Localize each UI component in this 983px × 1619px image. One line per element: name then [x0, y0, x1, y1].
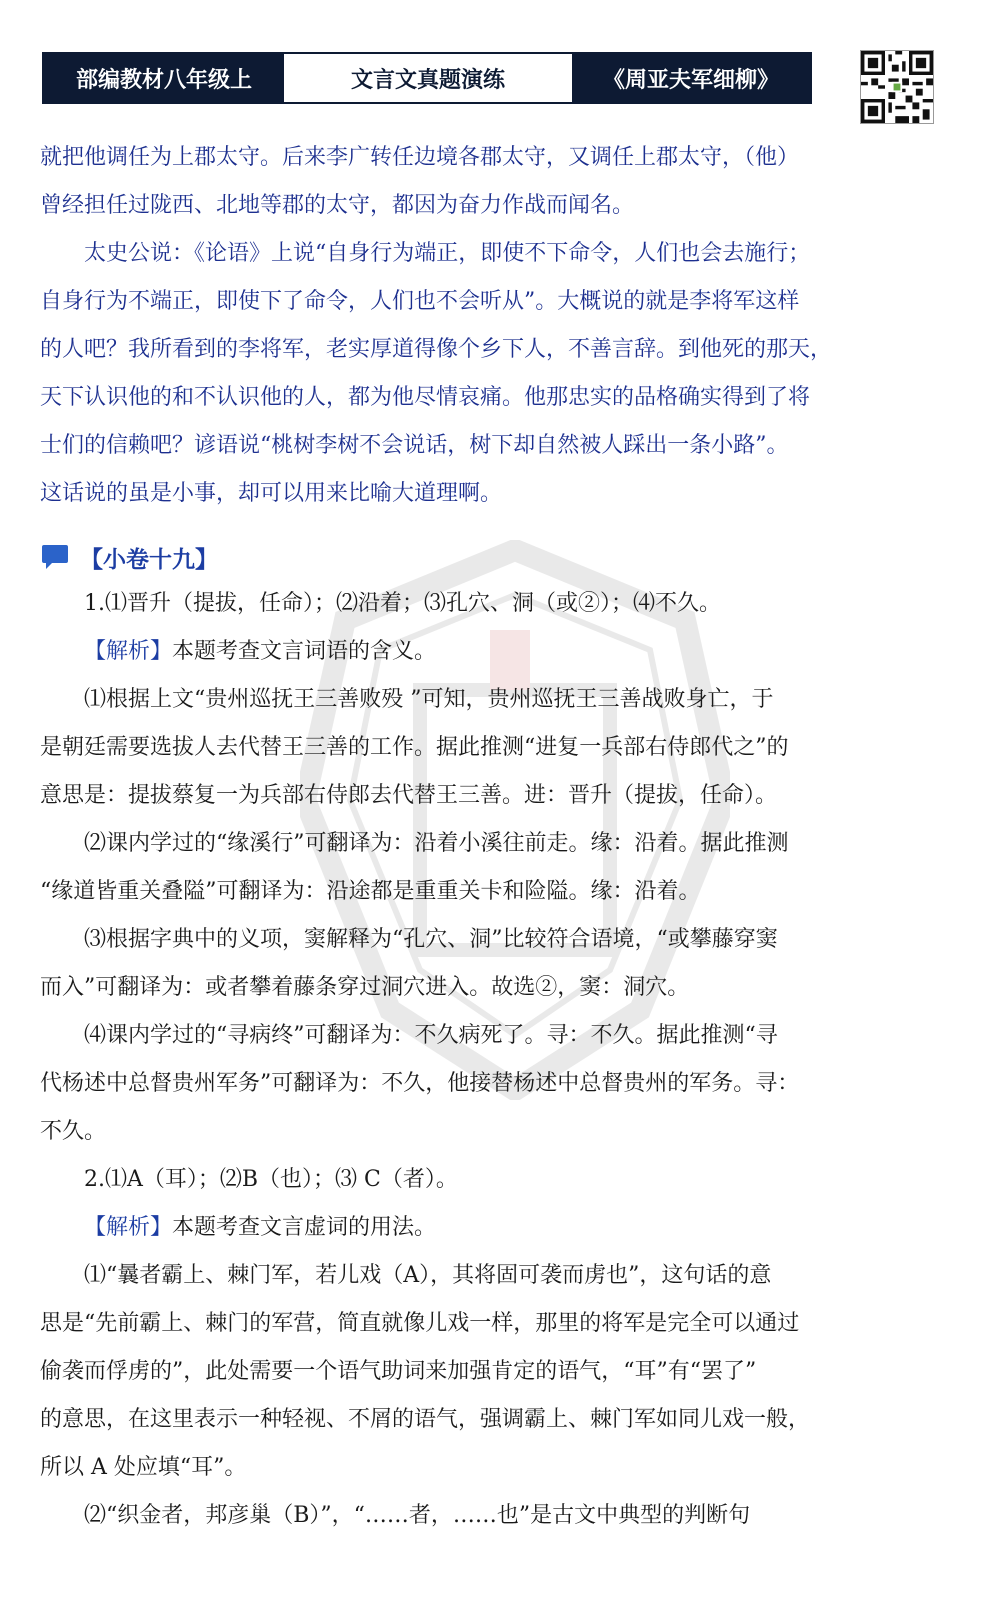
jiexi-text: 本题考查文言词语的含义。: [172, 639, 437, 664]
jiexi-line: [40, 1204, 940, 1252]
answer-line: 而入”可翻译为：或者攀着藤条穿过洞穴进入。故选②，窦：洞穴。: [40, 975, 690, 1000]
translation-line: 这话说的虽是小事，却可以用来比喻大道理啊。: [40, 481, 503, 506]
answer-line: ⑷课内学过的“寻病终”可翻译为：不久病死了。寻：不久。据此推测“寻: [84, 1023, 778, 1048]
jiexi-line: [40, 628, 940, 676]
answer-q2: 2.⑴A（耳）；⑵B（也）；⑶ C（者）。: [84, 1167, 458, 1192]
answer-line: 的意思，在这里表示一种轻视、不屑的语气，强调霸上、棘门军如同儿戏一般，: [40, 1407, 811, 1432]
answers-block: [40, 580, 940, 1540]
answer-q1: 1.⑴晋升（提拔，任命）；⑵沿着；⑶孔穴、洞（或②）；⑷不久。: [84, 591, 721, 616]
section-heading: [40, 534, 940, 580]
translation-line: 自身行为不端正，即使下了命令，人们也不会听从”。大概说的就是李将军这样: [40, 289, 800, 314]
header-topic: 文言文真题演练: [284, 54, 572, 102]
translation-line: 就把他调任为上郡太守。后来李广转任边境各郡太守，又调任上郡太守，（他）: [40, 145, 800, 170]
header-lesson: 《周亚夫军细柳》: [572, 54, 810, 102]
answer-line: 偷袭而俘虏的”，此处需要一个语气助词来加强肯定的语气，“耳”有“罢了”: [40, 1359, 757, 1384]
answer-line: ⑶根据字典中的义项，窦解释为“孔穴、洞”比较符合语境，“或攀藤穿窦: [84, 927, 778, 952]
translation-line: 士们的信赖吧？谚语说“桃树李树不会说话，树下却自然被人踩出一条小路”。: [40, 433, 789, 458]
section-title: 【小卷十九】: [80, 546, 218, 573]
answer-line: 所以 A 处应填“耳”。: [40, 1455, 247, 1480]
answer-line: ⑴根据上文“贵州巡抚王三善败殁 ”可知，贵州巡抚王三善战败身亡，于: [84, 687, 774, 712]
header-bar: [42, 52, 812, 104]
answer-line: ⑴“曩者霸上、棘门军，若儿戏（A），其将固可袭而虏也”，这句话的意: [84, 1263, 772, 1288]
translation-block: [40, 134, 940, 518]
jiexi-label: 【解析】: [84, 639, 173, 664]
answer-line: 是朝廷需要选拔人去代替王三善的工作。据此推测“进复一兵部右侍郎代之”的: [40, 735, 789, 760]
translation-line: 太史公说：《论语》上说“自身行为端正，即使不下命令，人们也会去施行；: [84, 241, 811, 266]
answer-line: ⑵课内学过的“缘溪行”可翻译为：沿着小溪往前走。缘：沿着。据此推测: [84, 831, 789, 856]
translation-line: 天下认识他的和不认识他的人，都为他尽情哀痛。他那忠实的品格确实得到了将: [40, 385, 811, 410]
answer-line: 不久。: [40, 1119, 107, 1144]
answer-line: “缘道皆重关叠隘”可翻译为：沿途都是重重关卡和险隘。缘：沿着。: [40, 879, 701, 904]
answer-line: 意思是：提拔蔡复一为兵部右侍郎去代替王三善。进：晋升（提拔，任命）。: [40, 783, 778, 808]
answer-line: 代杨述中总督贵州军务”可翻译为：不久，他接替杨述中总督贵州的军务。寻：: [40, 1071, 800, 1096]
header-grade: 部编教材八年级上: [44, 54, 284, 102]
qr-code-icon[interactable]: [860, 50, 934, 124]
bookmark-icon: [40, 543, 74, 571]
jiexi-label: 【解析】: [84, 1215, 173, 1240]
translation-line: 的人吧？我所看到的李将军，老实厚道得像个乡下人，不善言辞。到他死的那天，: [40, 337, 833, 362]
answer-line: ⑵“织金者，邦彦巢（B）”，“……者，……也”是古文中典型的判断句: [84, 1503, 751, 1528]
translation-line: 曾经担任过陇西、北地等郡的太守，都因为奋力作战而闻名。: [40, 193, 635, 218]
jiexi-text: 本题考查文言虚词的用法。: [172, 1215, 437, 1240]
answer-line: 思是“先前霸上、棘门的军营，简直就像儿戏一样，那里的将军是完全可以通过: [40, 1311, 800, 1336]
